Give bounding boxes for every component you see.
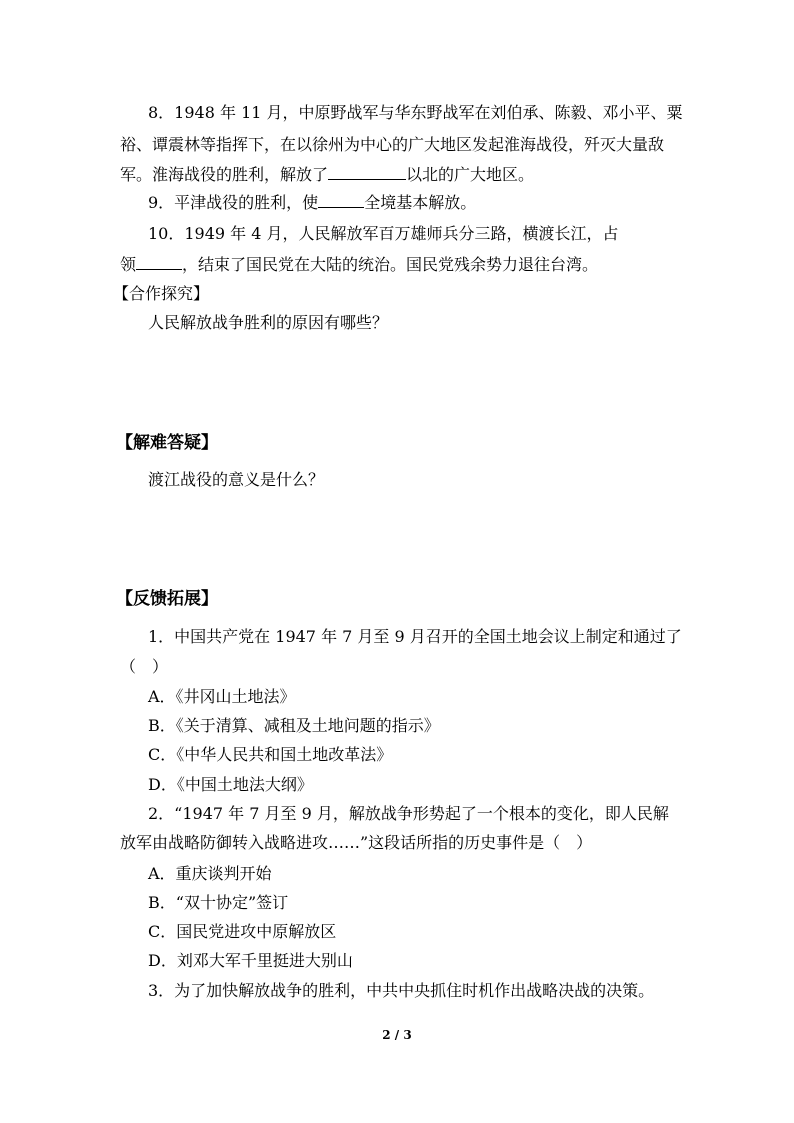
feedback-q3-line-1: 3．为了加快解放战争的胜利，中共中央抓住时机作出战略决战的决策。 [148,981,655,1000]
q9-answer-blank[interactable] [318,193,364,208]
q8-line-3 [120,165,534,185]
section-qa-question: 渡江战役的意义是什么？ [148,470,325,489]
feedback-q1-line-2: （ ） [120,657,169,676]
q10-line-2-text-a: 领 [120,255,137,274]
feedback-q2-option-d: D．刘邓大军千里挺进大别山 [148,951,353,970]
q9-text-b: 全境基本解放。 [364,193,477,212]
feedback-q2-option-c: C．国民党进攻中原解放区 [148,922,337,941]
q8-answer-blank[interactable] [328,165,406,180]
page-number: 2 / 3 [382,1028,412,1042]
section-cooperate-question: 人民解放战争胜利的原因有哪些？ [148,313,389,332]
feedback-q1-option-d: D．《中国土地法大纲》 [148,775,313,794]
feedback-q1-option-a: A．《井冈山土地法》 [148,687,296,706]
feedback-q2-line-2: 放军由战略防御转入战略进攻……”这段话所指的历史事件是（ ） [120,833,593,852]
feedback-q1-option-c: C．《中华人民共和国土地改革法》 [148,745,393,764]
q10-line-1: 10．1949 年 4 月，人民解放军百万雄师兵分三路，横渡长江，占 [148,224,619,243]
feedback-q2-line-1: 2．“1947 年 7 月至 9 月，解放战争形势起了一个根本的变化，即人民解 [148,804,669,823]
section-qa-title: 【解难答疑】 [116,433,218,453]
q9-text-a: 9．平津战役的胜利，使 [148,193,319,212]
q10-answer-blank[interactable] [136,255,182,270]
q10-line-2 [120,255,598,275]
section-cooperate-title: 【合作探究】 [113,284,210,303]
q8-line-1: 8．1948 年 11 月，中原野战军与华东野战军在刘伯承、陈毅、邓小平、粟 [148,103,683,122]
q8-line-3-text-a: 军。淮海战役的胜利，解放了 [120,165,329,184]
q8-line-3-text-b: 以北的广大地区。 [406,165,535,184]
q8-line-2: 裕、谭震林等指挥下，在以徐州为中心的广大地区发起淮海战役，歼灭大量敌 [120,135,665,154]
feedback-q2-option-a: A．重庆谈判开始 [148,864,272,883]
feedback-q1-option-b: B．《关于清算、减租及土地问题的指示》 [148,716,440,735]
feedback-q1-line-1: 1．中国共产党在 1947 年 7 月至 9 月召开的全国土地会议上制定和通过了 [148,627,682,646]
section-feedback-title: 【反馈拓展】 [116,589,218,609]
q10-line-2-text-b: ，结束了国民党在大陆的统治。国民党残余势力退往台湾。 [182,255,599,274]
q9-line [148,193,476,213]
feedback-q2-option-b: B．“双十协定”签订 [148,893,289,912]
